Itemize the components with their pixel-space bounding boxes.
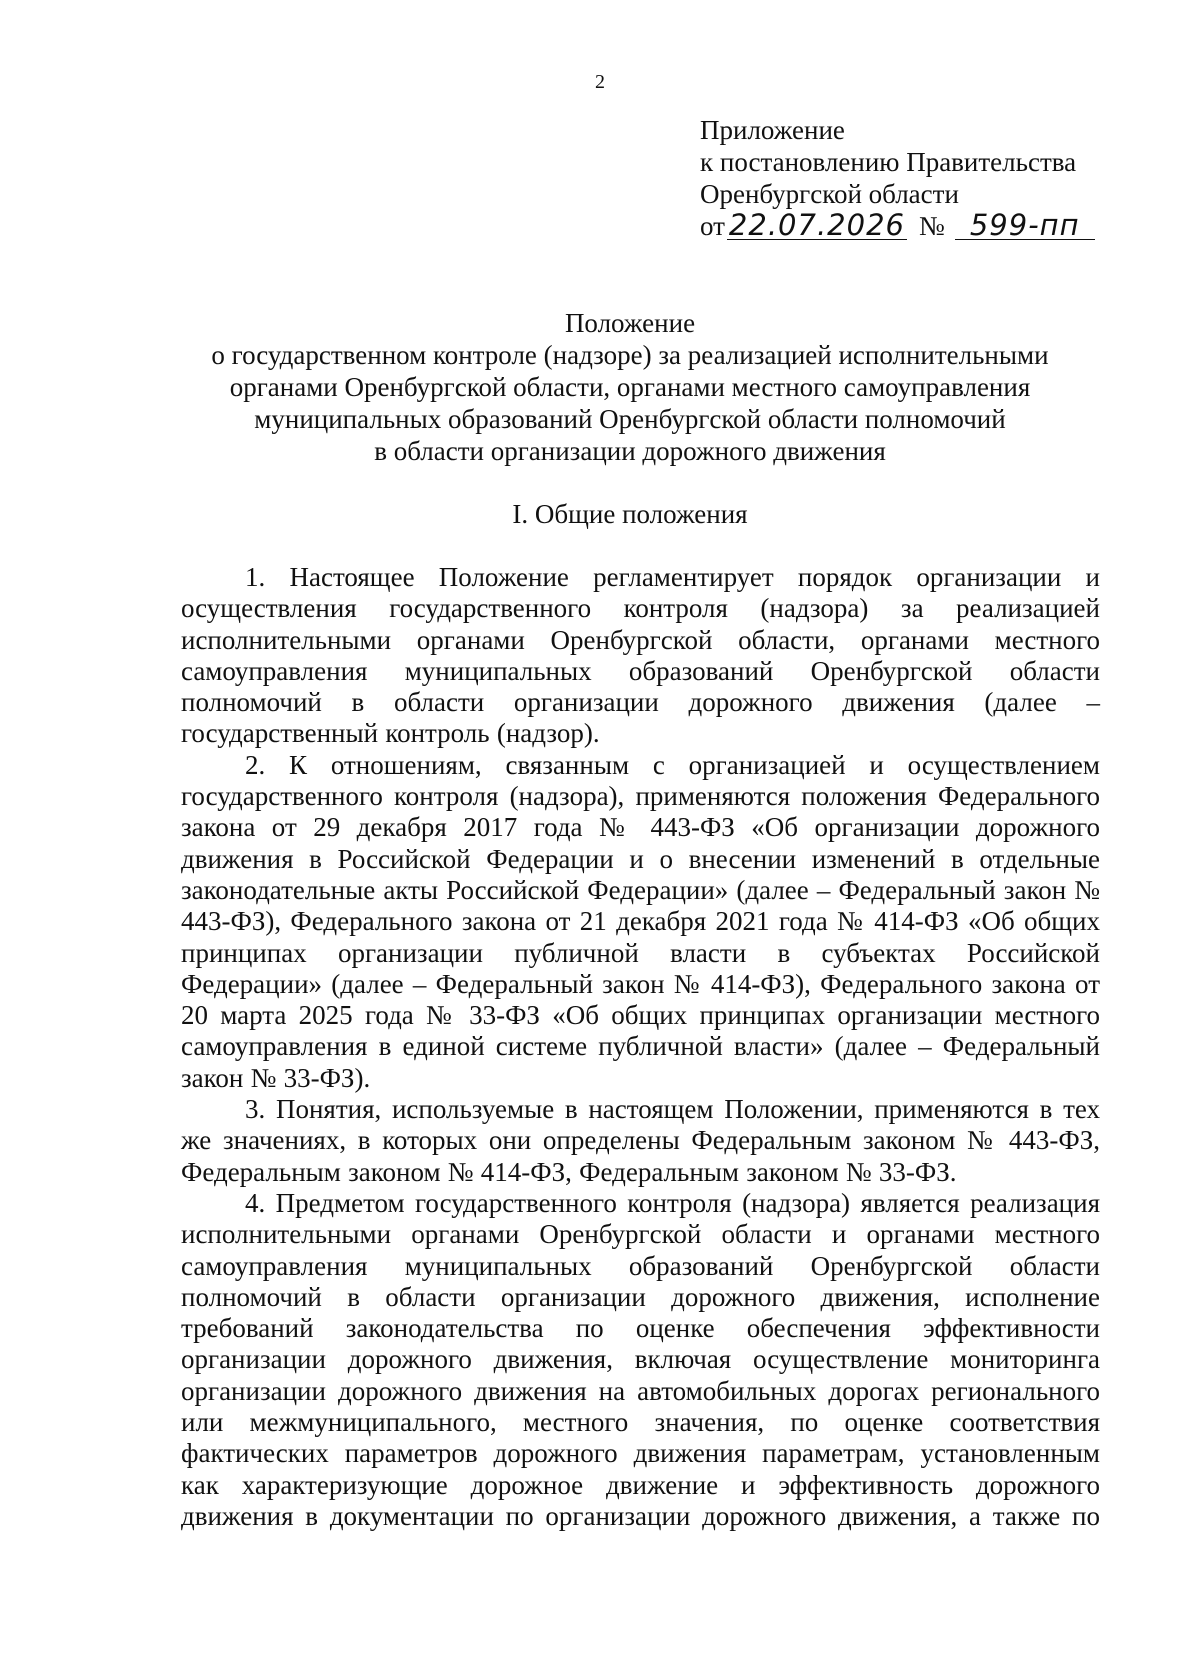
- appendix-date-number-line: [700, 210, 1170, 242]
- title-line: Положение: [564, 308, 696, 338]
- title-line: органами Оренбургской области, органами местного самоуправления: [229, 372, 1031, 402]
- date-prefix: от: [700, 211, 725, 241]
- appendix-line: Оренбургской области: [700, 179, 959, 209]
- appendix-block: [700, 114, 1170, 242]
- paragraph-2: 2. К отношениям, связанным с организацией и осуществлением государственного контроля (надзора), применяются положения Федерального закона от 29 декабря 2017 года № 443-ФЗ «Об организации дорожного движения в Российской Федерации и о внесении изменений в отдельные законодательные акты Российской Федерации» (далее – Федеральный закон № 443-ФЗ), Федерального закона от 21 декабря 2021 года № 414-ФЗ «Об общих принципах организации публичной власти в субъектах Российской Федерации» (далее – Федеральный закон № 414-ФЗ), Федерального закона от 20 марта 2025 года № 33-ФЗ «Об общих принципах организации местного самоуправления в единой системе публичной власти» (далее – Федеральный закон № 33-ФЗ).: [181, 749, 1100, 1093]
- title-line: муниципальных образований Оренбургской области полномочий: [254, 404, 1006, 434]
- number-sign: №: [918, 211, 945, 241]
- title-line: о государственном контроле (надзоре) за реализацией исполнительными: [211, 340, 1049, 370]
- page-number: 2: [595, 71, 605, 93]
- handwritten-date: 22.07.2026: [728, 208, 905, 242]
- paragraph-1: 1. Настоящее Положение регламентирует порядок организации и осуществления государственного контроля (надзора) за реализацией исполнительными органами Оренбургской области, органами местного самоуправления муниципальных образований Оренбургской области полномочий в области организации дорожного движения (далее – государственный контроль (надзор).: [181, 562, 1100, 749]
- paragraph-4: 4. Предметом государственного контроля (надзора) является реализация исполнительными органами Оренбургской области и органами местного самоуправления муниципальных образований Оренбургской области полномочий в области организации дорожного движения, исполнение требований законодательства по оценке обеспечения эффективности организации дорожного движения, включая осуществление мониторинга организации дорожного движения на автомобильных дорогах регионального или межмуниципального, местного значения, по оценке соответствия фактических параметров дорожного движения параметрам, установленным как характеризующие дорожное движение и эффективность дорожного движения в документации по организации дорожного движения, а также по: [181, 1187, 1100, 1531]
- paragraph-3: 3. Понятия, используемые в настоящем Положении, применяются в тех же значениях, в которых они определены Федеральным законом № 443-ФЗ, Федеральным законом № 414-ФЗ, Федеральным законом № 33-ФЗ.: [181, 1094, 1100, 1187]
- document-title: [150, 307, 1110, 467]
- title-line: в области организации дорожного движения: [374, 436, 886, 466]
- document-body: [181, 562, 1100, 1532]
- handwritten-number: 599-пп: [955, 211, 1095, 240]
- appendix-line: Приложение: [700, 115, 845, 145]
- appendix-line: к постановлению Правительства: [700, 147, 1077, 177]
- section-heading: I. Общие положения: [512, 499, 748, 529]
